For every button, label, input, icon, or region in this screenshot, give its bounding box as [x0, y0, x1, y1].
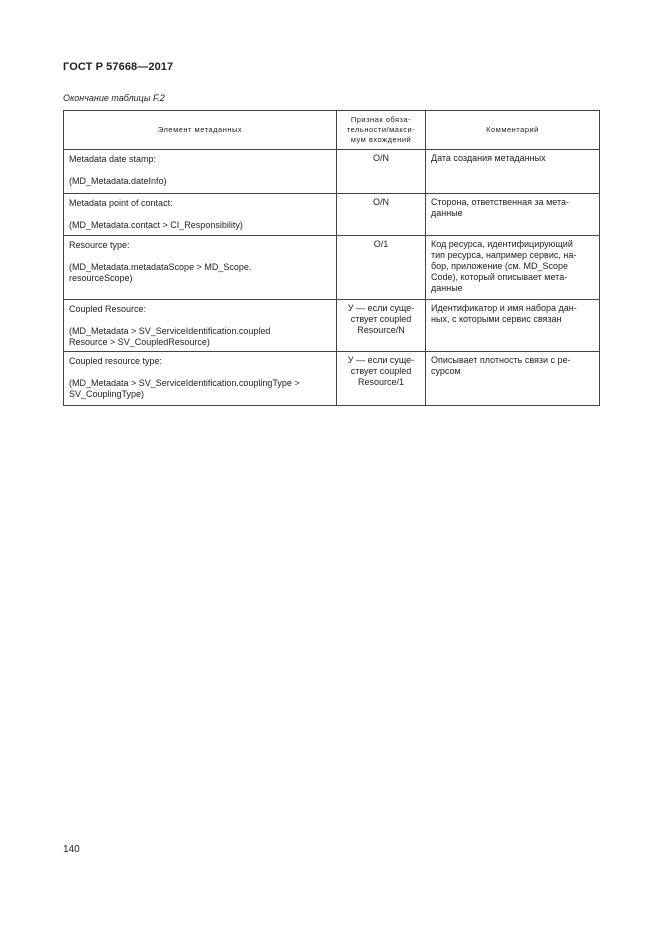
element-cell [64, 150, 337, 194]
element-name: Metadata date stamp: [69, 154, 157, 164]
comment-cell: Идентификатор и имя набора дан- ных, с которыми сервис связан [426, 300, 600, 352]
obligation-cell: O/1 [337, 236, 426, 300]
table-row [64, 236, 600, 300]
page-number: 140 [63, 844, 80, 855]
element-name: Resource type: [69, 240, 130, 250]
obligation-cell: O/N [337, 194, 426, 236]
comment-cell: Код ресурса, идентифицирующий тип ресурса, например сервис, на- бор, приложение (см. MD_Scope Code), который описывает мета- данные [426, 236, 600, 300]
document-header: ГОСТ Р 57668—2017 [63, 61, 174, 73]
obligation-cell: O/N [337, 150, 426, 194]
comment-cell: Дата создания метаданных [426, 150, 600, 194]
element-name: Metadata point of contact: [69, 198, 173, 208]
element-path: (MD_Metadata > SV_ServiceIdentification.couplingType > SV_CouplingType) [69, 378, 300, 399]
element-path: (MD_Metadata.dateInfo) [69, 176, 167, 186]
column-header-comment: Комментарий [426, 111, 600, 150]
table-row [64, 300, 600, 352]
element-name: Coupled Resource: [69, 304, 147, 314]
element-path: (MD_Metadata > SV_ServiceIdentification.coupled Resource > SV_CoupledResource) [69, 326, 271, 347]
metadata-table [63, 110, 600, 406]
element-path: (MD_Metadata.contact > CI_Responsibility) [69, 220, 243, 230]
table-row [64, 352, 600, 406]
table-row [64, 150, 600, 194]
table-row [64, 194, 600, 236]
comment-cell: Описывает плотность связи с ре- сурсом [426, 352, 600, 406]
table-caption: Окончание таблицы F.2 [63, 93, 165, 103]
element-path: (MD_Metadata.metadataScope > MD_Scope. resourceScope) [69, 262, 252, 283]
column-header-obligation: Признак обяза- тельности/макси- мум вхождений [337, 111, 426, 150]
element-cell [64, 236, 337, 300]
obligation-cell: У — если суще- ствует coupled Resource/N [337, 300, 426, 352]
column-header-element: Элемент метаданных [64, 111, 337, 150]
comment-cell: Сторона, ответственная за мета- данные [426, 194, 600, 236]
element-cell [64, 352, 337, 406]
element-cell [64, 194, 337, 236]
element-name: Coupled resource type: [69, 356, 163, 366]
obligation-cell: У — если суще- ствует coupled Resource/1 [337, 352, 426, 406]
table-header-row [64, 111, 600, 150]
element-cell [64, 300, 337, 352]
